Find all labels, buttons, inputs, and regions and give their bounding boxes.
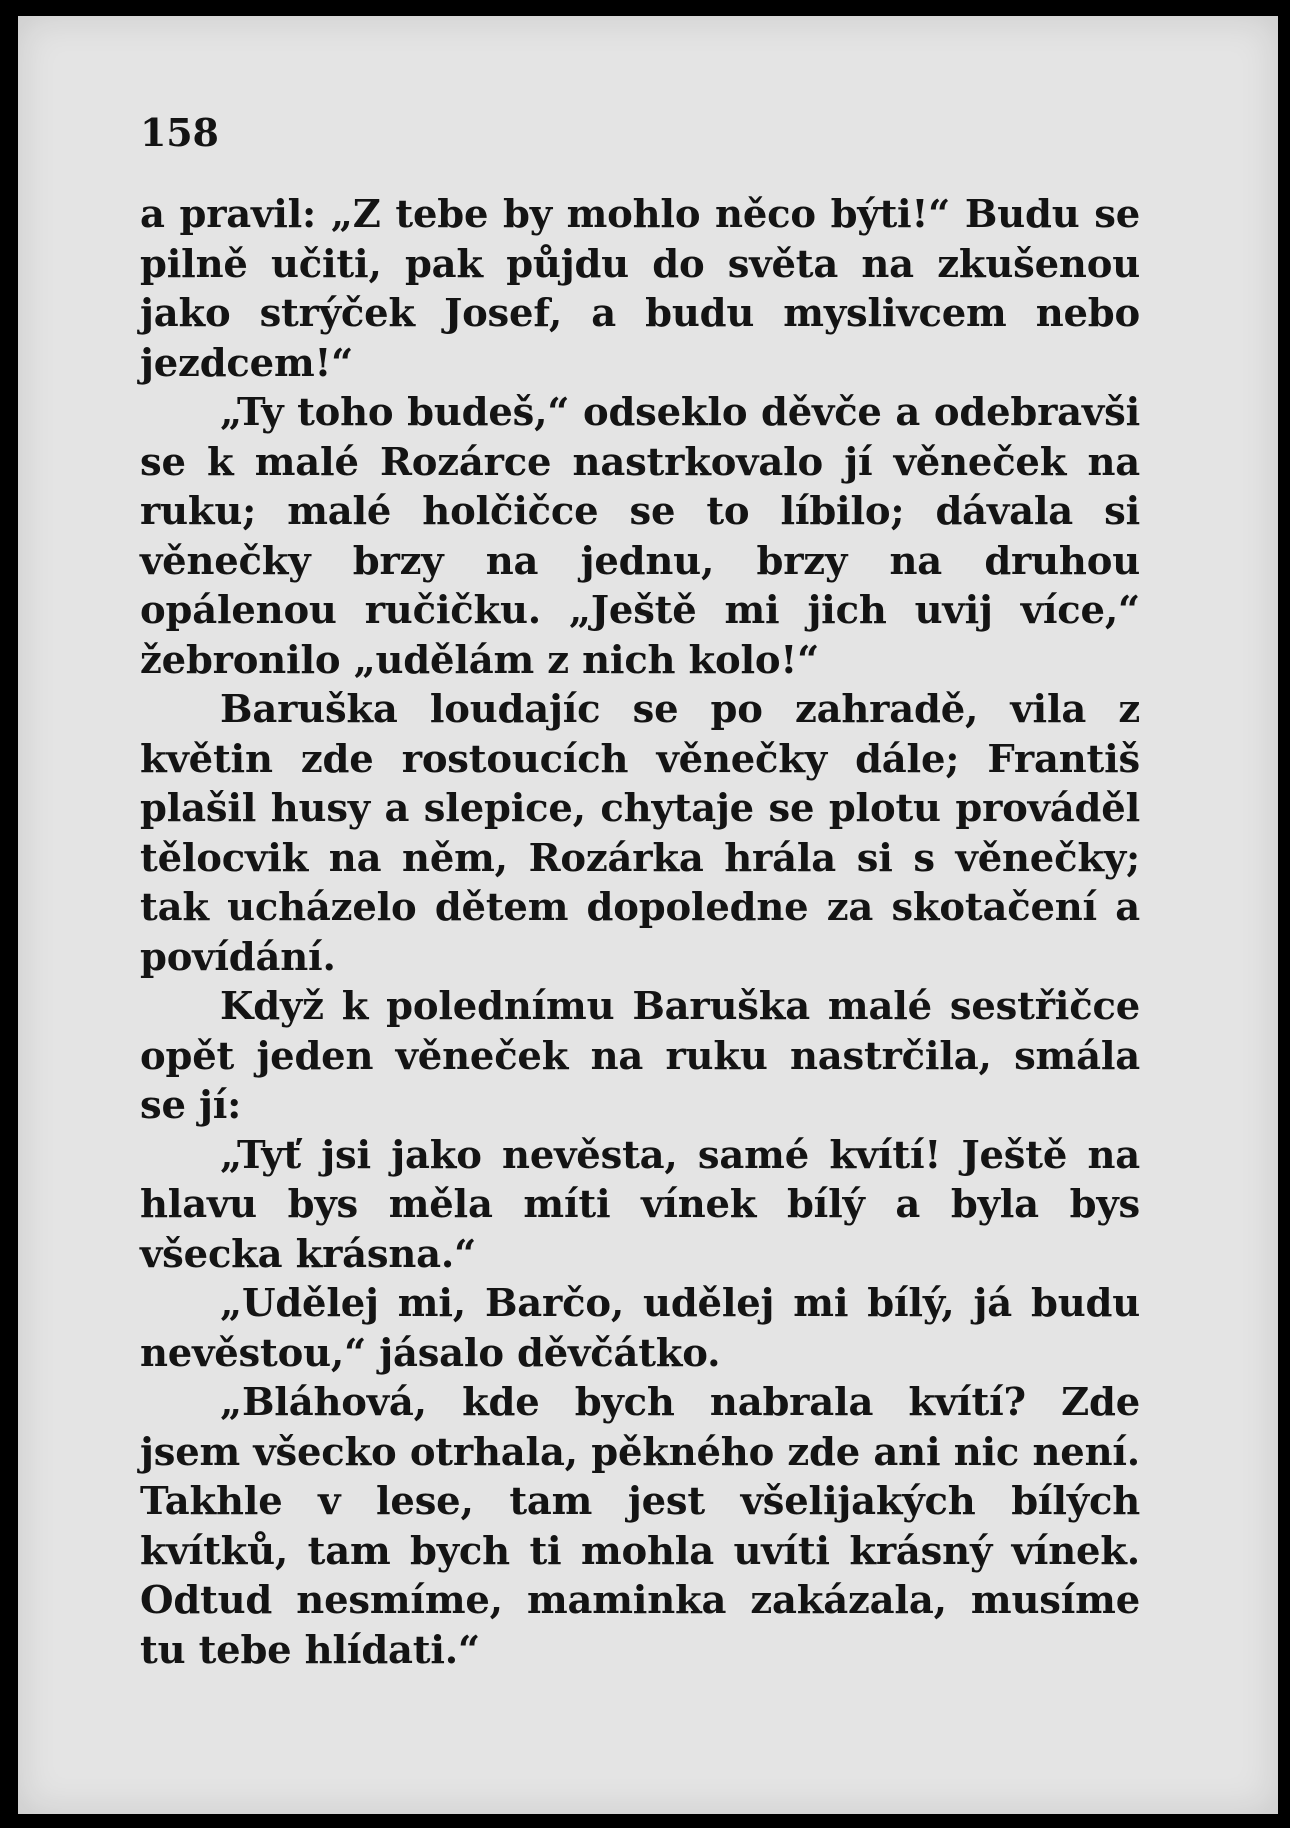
paragraph-7: „Bláhová, kde bych nabrala kvítí? Zde jsem všecko otrhala, pěkného zde ani nic není. Takhle v lese, tam jest všelijakých bílých kvítků, tam bych ti mohla uvíti krásný vínek. Odtud nesmíme, maminka zakázala, musíme tu tebe hlídati.“: [140, 1380, 1140, 1673]
page-number: 158: [140, 110, 219, 155]
paragraph-1: a pravil: „Z tebe by mohlo něco býti!“ Budu se pilně učiti, pak půjdu do světa na zkušenou jako strýček Josef, a budu myslivcem nebo jezdcem!“: [140, 192, 1140, 386]
paragraph-2: „Ty toho budeš,“ odseklo děvče a odebravši se k malé Rozárce nastrkovalo jí věneček na ruku; malé holčičce se to líbilo; dávala si věnečky brzy na jednu, brzy na druhou opálenou ručičku. „Ještě mi jich uvij více,“ žebronilo „udělám z nich kolo!“: [140, 390, 1140, 683]
paragraph-3: Baruška loudajíc se po zahradě, vila z květin zde rostoucích věnečky dále; Františ plašil husy a slepice, chytaje se plotu prováděl tělocvik na něm, Rozárka hrála si s věnečky; tak ucházelo dětem dopoledne za skotačení a povídání.: [140, 687, 1140, 980]
paragraph-6: „Udělej mi, Barčo, udělej mi bílý, já budu nevěstou,“ jásalo děvčátko.: [140, 1281, 1140, 1376]
paragraph-5: „Tyť jsi jako nevěsta, samé kvítí! Ještě na hlavu bys měla míti vínek bílý a byla bys všecka krásna.“: [140, 1132, 1140, 1277]
book-page: [18, 16, 1278, 1814]
paragraph-4: Když k polednímu Baruška malé sestřičce opět jeden věneček na ruku nastrčila, smála se jí:: [140, 984, 1140, 1128]
text-block: [140, 106, 1140, 1675]
